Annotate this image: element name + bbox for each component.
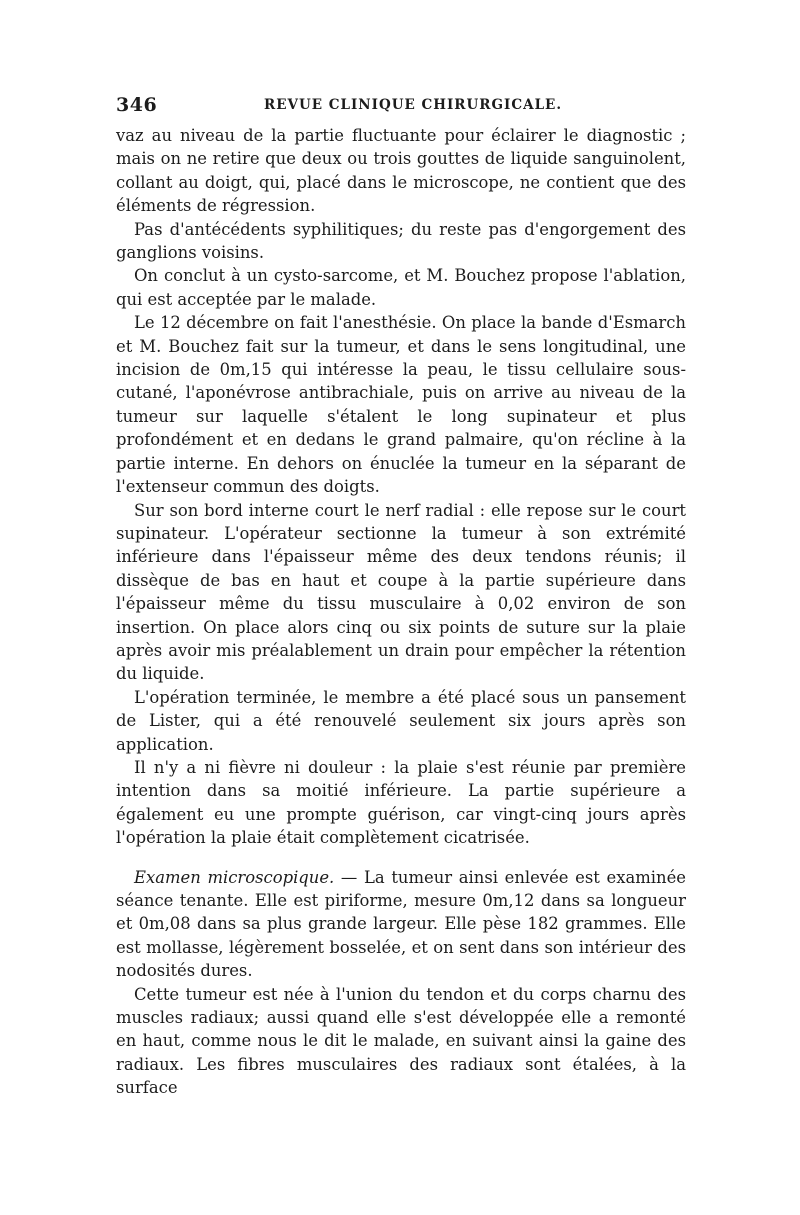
paragraph-dressing: L'opération terminée, le membre a été placé sous un pansement de Lister, qui a été renouvelé seulement six jours après son application. [116,687,686,754]
microscopic-exam-text: — La tumeur ainsi enlevée est examinée séance tenante. Elle est piriforme, mesure 0m,12 dans sa longueur et 0m,08 dans sa plus grande largeur. Elle pèse 182 grammes. Elle est mollasse, légèrement bosselée, et on sent dans son intérieur des nodosités dures. [116,867,686,981]
paragraph-healing: Il n'y a ni fièvre ni douleur : la plaie s'est réunie par première intention dans sa moitié inférieure. La partie supérieure a également eu une prompte guérison, car vingt-cinq jours après l'opération la plaie était complètement cicatrisée. [116,757,686,848]
page-header [116,94,686,118]
paragraph-antecedents: Pas d'antécédents syphilitiques; du reste pas d'engorgement des ganglions voisins. [116,219,686,263]
paragraph-conclusion: On conclut à un cysto-sarcome, et M. Bouchez propose l'ablation, qui est acceptée par le malade. [116,266,686,309]
paragraph-microscopic-exam [116,866,686,983]
running-title: REVUE CLINIQUE CHIRURGICALE. [264,97,563,113]
paragraph-origin: Cette tumeur est née à l'union du tendon et du corps charnu des muscles radiaux; aussi quand elle s'est développée elle a remonté en haut, comme nous le dit le malade, en suivant ainsi la gaine des radiaux. Les fibres musculaires des radiaux sont étalées, à la surface [116,984,686,1098]
page-number: 346 [116,94,158,116]
paragraph-continuation: vaz au niveau de la partie fluctuante pour éclairer le diagnostic ; mais on ne retire que deux ou trois gouttes de liquide sanguinolent, collant au doigt, qui, placé dans le microscope, ne contient que des éléments de régression. [116,126,686,216]
paragraph-operation: Le 12 décembre on fait l'anesthésie. On place la bande d'Esmarch et M. Bouchez fait sur la tumeur, et dans le sens longitudinal, une incision de 0m,15 qui intéresse la peau, le tissu cellulaire sous-cutané, l'aponévrose antibrachiale, puis on arrive au niveau de la tumeur sur laquelle s'étalent le long supinateur et plus profondément et en dedans le grand palmaire, qu'on récline à la partie interne. En dehors on énuclée la tumeur en la séparant de l'extenseur commun des doigts. [116,313,686,497]
body-text [116,124,686,1100]
section-gap [116,850,686,866]
section-title: Examen microscopique. [134,867,335,887]
paragraph-nerve: Sur son bord interne court le nerf radial : elle repose sur le court supinateur. L'opérateur sectionne la tumeur à son extrémité inférieure dans l'épaisseur même des deux tendons réunis; il dissèque de bas en haut et coupe à la partie supérieure dans l'épaisseur même du tissu musculaire à 0,02 environ de son insertion. On place alors cinq ou six points de suture sur la plaie après avoir mis préalablement un drain pour empêcher la rétention du liquide. [116,500,686,684]
